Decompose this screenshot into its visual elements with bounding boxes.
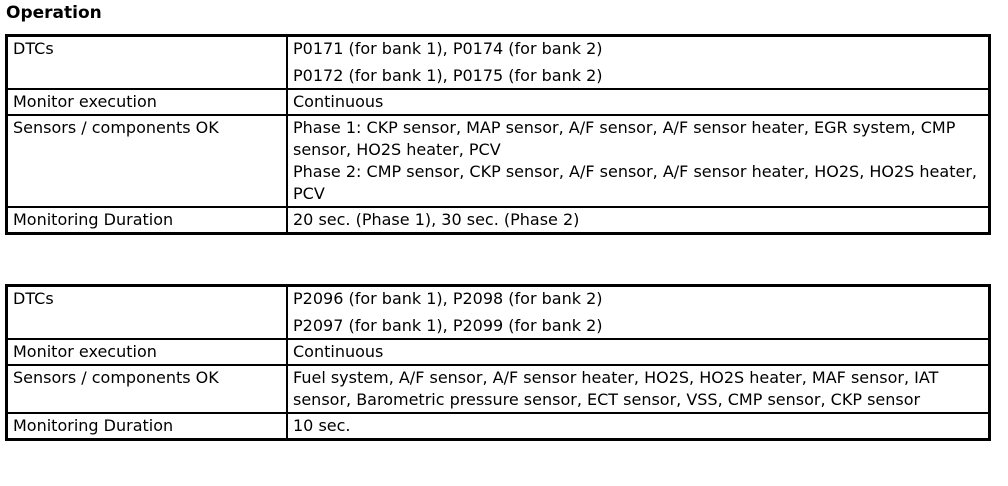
- monitor-execution-value: Continuous: [287, 89, 990, 115]
- monitor-execution-value: Continuous: [287, 339, 990, 365]
- spec-table-1: [5, 34, 991, 235]
- dtcs-label: DTCs: [7, 286, 288, 340]
- sensors-label: Sensors / components OK: [7, 115, 288, 207]
- dtcs-value: [287, 286, 990, 340]
- sensors-phase-1: Phase 1: CKP sensor, MAP sensor, A/F sensor, A/F sensor heater, EGR system, CMP sensor, HO2S heater, PCV: [293, 118, 956, 159]
- sensors-value: [287, 115, 990, 207]
- table-row-duration: [7, 207, 990, 234]
- monitoring-duration-value: 10 sec.: [287, 413, 990, 440]
- dtc-line: P2097 (for bank 1), P2099 (for bank 2): [293, 316, 603, 335]
- monitoring-duration-label: Monitoring Duration: [7, 413, 288, 440]
- sensors-label: Sensors / components OK: [7, 365, 288, 413]
- section-heading: Operation: [6, 3, 102, 23]
- table-row-sensors: [7, 365, 990, 413]
- table-row-monitor: [7, 339, 990, 365]
- monitor-execution-label: Monitor execution: [7, 339, 288, 365]
- dtcs-value: [287, 36, 990, 90]
- monitoring-duration-label: Monitoring Duration: [7, 207, 288, 234]
- dtcs-label: DTCs: [7, 36, 288, 90]
- dtc-line: P2096 (for bank 1), P2098 (for bank 2): [293, 289, 603, 308]
- table-row-dtcs: [7, 286, 990, 340]
- table-row-sensors: [7, 115, 990, 207]
- table-row-dtcs: [7, 36, 990, 90]
- dtc-line: P0172 (for bank 1), P0175 (for bank 2): [293, 66, 603, 85]
- sensors-value: Fuel system, A/F sensor, A/F sensor heater, HO2S, HO2S heater, MAF sensor, IAT sensor, Barometric pressure sensor, ECT sensor, VSS, CMP sensor, CKP sensor: [287, 365, 990, 413]
- dtc-line: P0171 (for bank 1), P0174 (for bank 2): [293, 39, 603, 58]
- table-row-duration: [7, 413, 990, 440]
- monitoring-duration-value: 20 sec. (Phase 1), 30 sec. (Phase 2): [287, 207, 990, 234]
- table-row-monitor: [7, 89, 990, 115]
- sensors-phase-2: Phase 2: CMP sensor, CKP sensor, A/F sensor, A/F sensor heater, HO2S, HO2S heater, PCV: [293, 162, 977, 203]
- monitor-execution-label: Monitor execution: [7, 89, 288, 115]
- spec-table-2: [5, 284, 991, 441]
